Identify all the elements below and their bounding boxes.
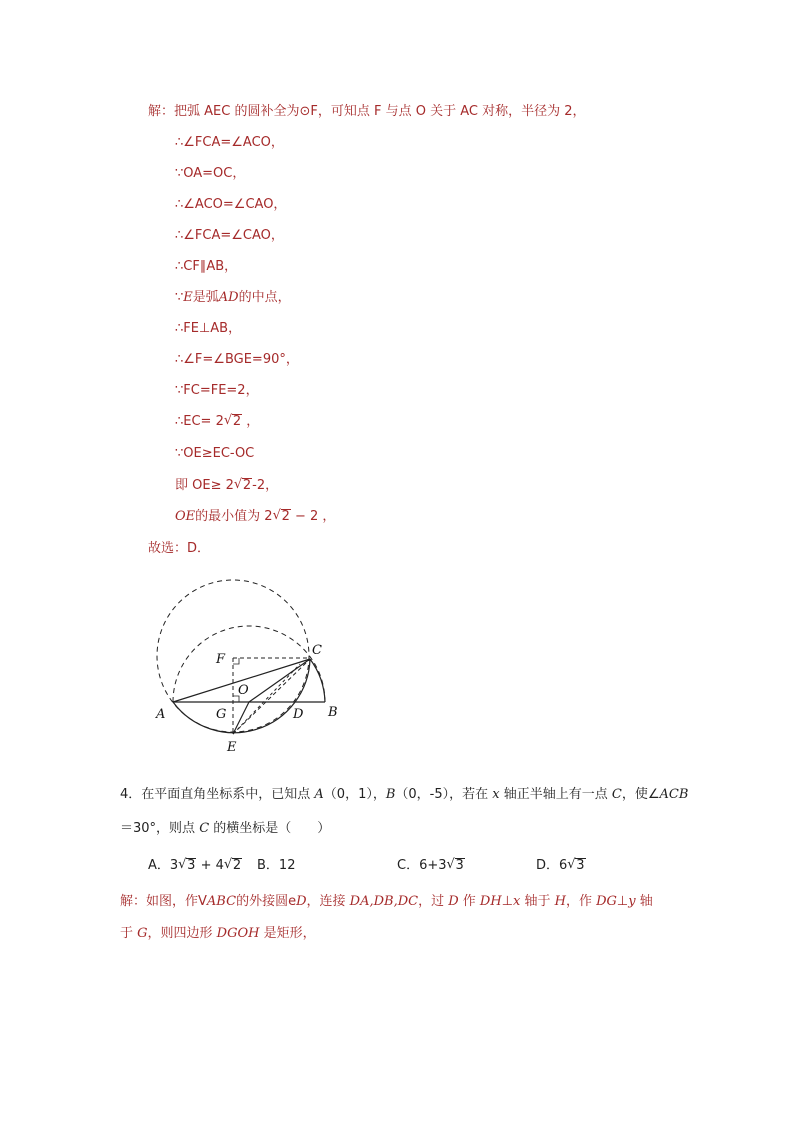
option-d: D．6√ 3 [536, 857, 586, 875]
segment-ec-extra [233, 664, 300, 734]
geometry-figure [140, 570, 340, 760]
label-c: C [312, 643, 322, 658]
option-c: C．6+3√ 3 [397, 857, 465, 875]
label-d: D [293, 707, 304, 722]
question-4-line-2: ＝30°，则点 C 的横坐标是（ ） [120, 821, 331, 836]
solution-step-4: ∴∠FCA=∠CAO， [175, 228, 284, 243]
segment-oc [249, 659, 310, 702]
label-g: G [216, 707, 227, 722]
solution-step-12: 即 OE≥ 2√ 2-2， [175, 477, 278, 495]
solution-2-line-2: 于 G，则四边形 DGOH 是矩形， [120, 926, 316, 941]
solution-step-3: ∴∠ACO=∠CAO， [175, 197, 287, 212]
solution-step-8: ∴∠F=∠BGE=90°， [175, 352, 299, 367]
solution-step-1: ∴∠FCA=∠ACO， [175, 135, 284, 150]
label-a: A [156, 707, 166, 722]
solution-step-5: ∴CF∥AB， [175, 259, 238, 274]
solution-intro: 解：把弧 AEC 的圆补全为⊙F，可知点 F 与点 O 关于 AC 对称，半径为 2， [148, 104, 586, 119]
label-e: E [227, 740, 237, 755]
question-4-line-1: 4．在平面直角坐标系中，已知点 A（0，1），B（0，-5），若在 x 轴正半轴上有一点 C，使∠ACB [120, 787, 689, 802]
right-angle-f [233, 658, 239, 664]
solution-step-9: ∵FC=FE=2， [175, 383, 259, 398]
option-a: A．3√ 3 + 4√ 2 [148, 857, 242, 875]
solution-step-11: ∵OE≥EC-OC [175, 446, 255, 461]
solution-2-line-1: 解：如图，作VABC的外接圆eD，连接 DA,DB,DC，过 D 作 DH⊥x 轴于 H，作 DG⊥y 轴 [120, 894, 653, 909]
solution-step-13: OE的最小值为 2√ 2 − 2 ， [175, 508, 335, 526]
label-f: F [216, 652, 226, 667]
solution-answer: 故选：D． [148, 541, 211, 556]
solution-step-2: ∵OA=OC， [175, 166, 246, 181]
arc-cb [310, 659, 325, 702]
segment-oe [233, 702, 249, 734]
solution-step-10: ∴EC= 2√ 2 ， [175, 413, 259, 431]
label-o: O [238, 683, 249, 698]
label-b: B [328, 705, 338, 720]
option-b: B．12 [257, 858, 296, 873]
solution-step-6: ∵E是弧AD的中点， [175, 290, 291, 305]
solution-step-7: ∴FE⊥AB， [175, 321, 242, 336]
